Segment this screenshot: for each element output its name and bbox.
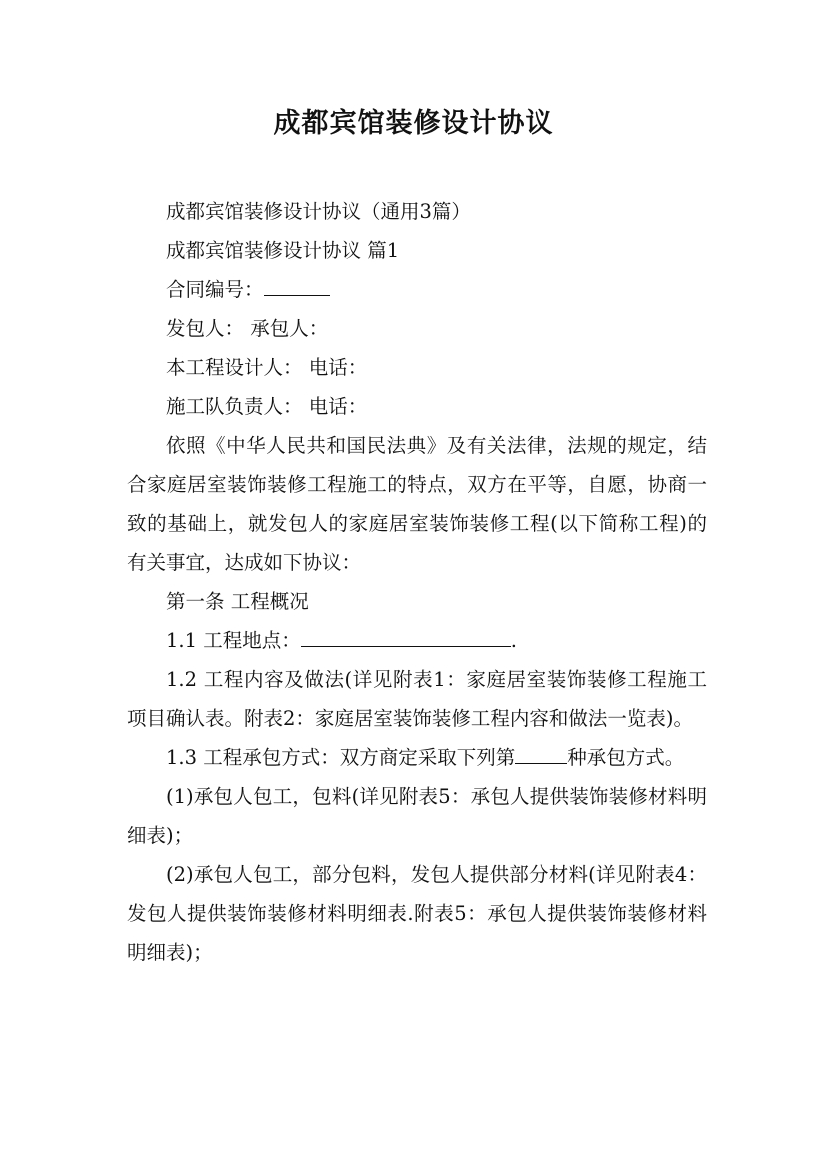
section-heading: 成都宾馆装修设计协议 篇1 xyxy=(166,239,400,262)
team-leader-line: 施工队负责人： 电话： xyxy=(166,395,368,418)
contract-number-blank xyxy=(264,273,330,296)
contract-number-line xyxy=(127,270,707,309)
item-1-3 xyxy=(127,738,707,777)
subtitle: 成都宾馆装修设计协议（通用3篇） xyxy=(166,200,471,223)
option-2: (2)承包人包工，部分包料，发包人提供部分材料(详见附表4：发包人提供装饰装修材料明细表.附表5：承包人提供装饰装修材料明细表)； xyxy=(127,863,707,964)
article-1-heading: 第一条 工程概况 xyxy=(166,590,309,613)
item-1-1-end: . xyxy=(510,629,517,652)
item-1-3-text-a: 1.3 工程承包方式：双方商定采取下列第 xyxy=(166,746,516,769)
option-1: (1)承包人包工，包料(详见附表5：承包人提供装饰装修材料明细表)； xyxy=(127,785,707,847)
intro-paragraph: 依照《中华人民共和国民法典》及有关法律，法规的规定，结合家庭居室装饰装修工程施工的特点，双方在平等，自愿，协商一致的基础上，就发包人的家庭居室装饰装修工程(以下简称工程)的有关事宜，达成如下协议： xyxy=(127,434,707,574)
contract-mode-blank xyxy=(515,741,567,764)
item-1-2: 1.2 工程内容及做法(详见附表1：家庭居室装饰装修工程施工项目确认表。附表2：家庭居室装饰装修工程内容和做法一览表)。 xyxy=(127,668,707,730)
item-1-3-text-b: 种承包方式。 xyxy=(567,746,685,769)
contract-number-label: 合同编号： xyxy=(166,278,264,301)
designer-line: 本工程设计人： 电话： xyxy=(166,356,368,379)
project-site-blank xyxy=(301,624,511,647)
item-1-1 xyxy=(127,621,707,660)
item-1-1-label: 1.1 工程地点： xyxy=(166,629,301,652)
document-body xyxy=(127,192,707,972)
parties-line: 发包人： 承包人： xyxy=(166,317,329,340)
document-title: 成都宾馆装修设计协议 xyxy=(273,108,554,139)
